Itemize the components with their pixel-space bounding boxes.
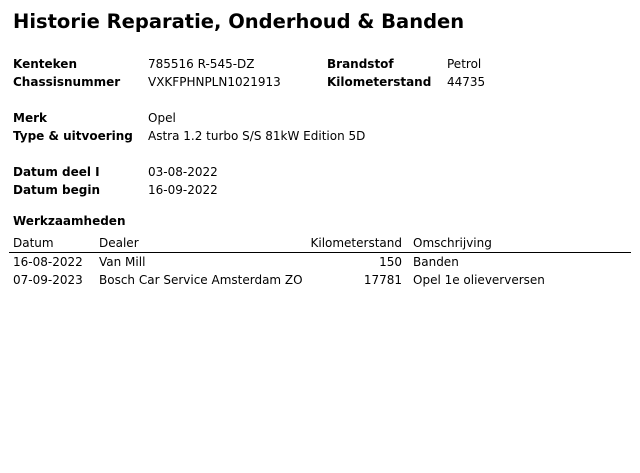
merk-label: Merk	[13, 111, 47, 125]
datum-begin-label: Datum begin	[13, 183, 100, 197]
datum-deel-label: Datum deel I	[13, 165, 100, 179]
chassisnummer-value: VXKFPHNPLN1021913	[148, 75, 281, 89]
kenteken-label: Kenteken	[13, 57, 77, 71]
datum-deel-value: 03-08-2022	[148, 165, 218, 179]
brandstof-value: Petrol	[447, 57, 482, 71]
header-datum: Datum	[13, 236, 54, 250]
page-title: Historie Reparatie, Onderhoud & Banden	[13, 10, 465, 33]
row-kilometerstand: 17781	[363, 273, 402, 287]
header-dealer: Dealer	[99, 236, 139, 250]
type-uitvoering-value: Astra 1.2 turbo S/S 81kW Edition 5D	[148, 129, 366, 143]
kenteken-value: 785516 R-545-DZ	[148, 57, 255, 71]
datum-begin-value: 16-09-2022	[148, 183, 218, 197]
row-dealer: Van Mill	[99, 255, 146, 269]
row-kilometerstand: 150	[379, 255, 402, 269]
type-uitvoering-label: Type & uitvoering	[13, 129, 133, 143]
kilometerstand-value: 44735	[447, 75, 486, 89]
merk-value: Opel	[148, 111, 176, 125]
row-dealer: Bosch Car Service Amsterdam ZO	[99, 273, 303, 287]
row-omschrijving: Banden	[413, 255, 459, 269]
header-kilometerstand: Kilometerstand	[310, 236, 402, 250]
row-datum: 07-09-2023	[13, 273, 83, 287]
kilometerstand-label: Kilometerstand	[327, 75, 432, 89]
header-divider	[9, 252, 631, 253]
row-datum: 16-08-2022	[13, 255, 83, 269]
row-omschrijving: Opel 1e olieverversen	[413, 273, 545, 287]
chassisnummer-label: Chassisnummer	[13, 75, 121, 89]
header-omschrijving: Omschrijving	[413, 236, 492, 250]
brandstof-label: Brandstof	[327, 57, 394, 71]
werkzaamheden-title: Werkzaamheden	[13, 214, 126, 228]
